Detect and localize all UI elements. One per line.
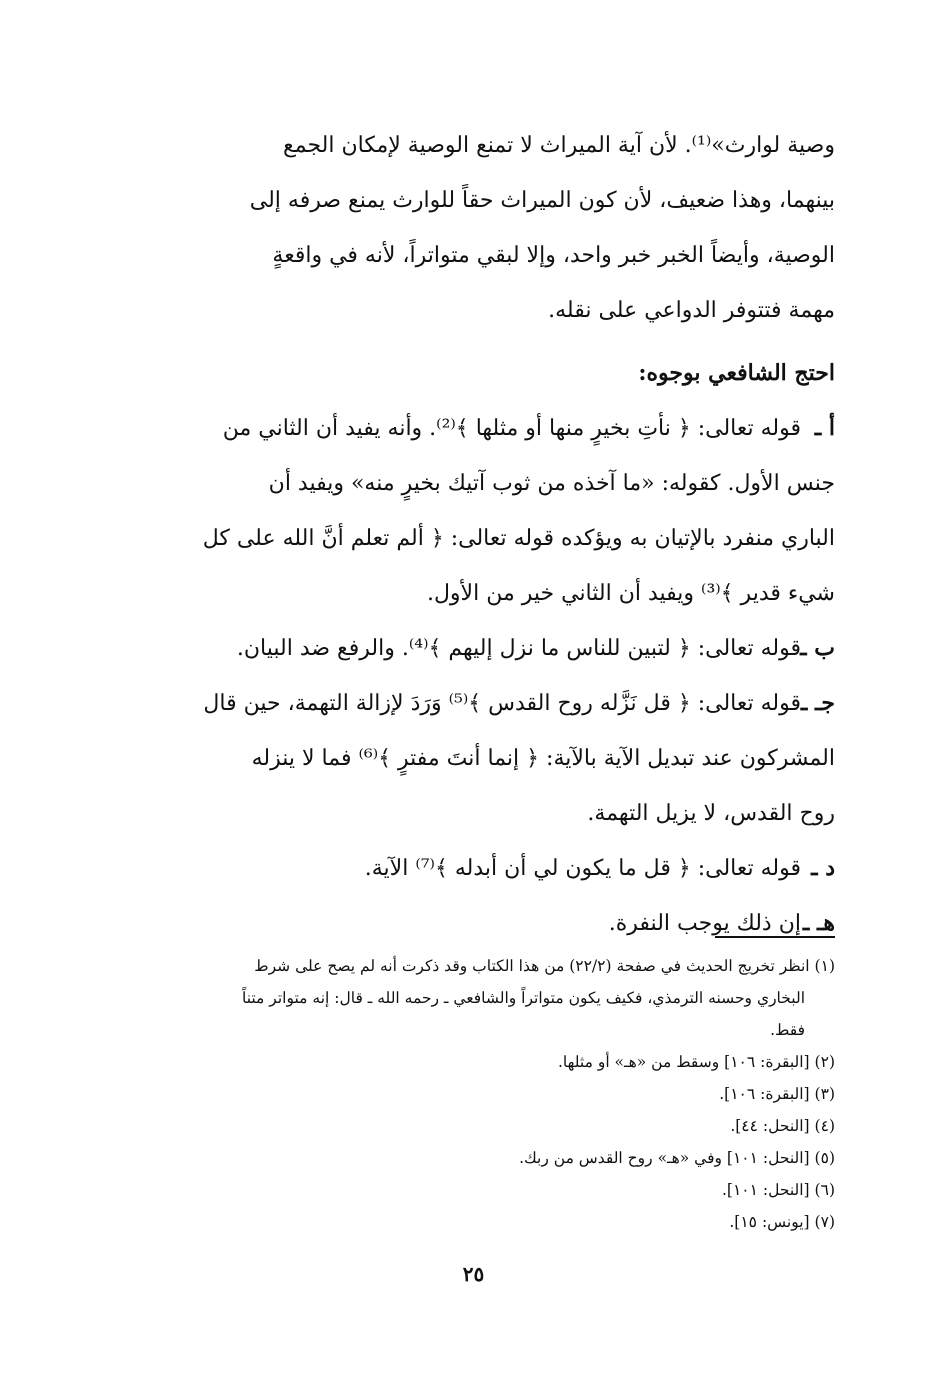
- item-line: قوله تعالى: ﴿ نأتِ بخيرٍ منها أو مثلها ﴾⁽²⁾. وأنه يفيد أن الثاني من: [222, 416, 801, 441]
- item-marker: جـ ـ: [800, 690, 835, 716]
- item-marker: ب ـ: [800, 635, 835, 661]
- footnote-number: (٥): [814, 1149, 835, 1167]
- footnote: [140, 1110, 835, 1142]
- footnote-text: فقط.: [770, 1021, 805, 1039]
- footnote-number: (١): [814, 957, 835, 975]
- item-line: قوله تعالى: ﴿ لتبين للناس ما نزل إليهم ﴾⁽⁴⁾. والرفع ضد البيان.: [236, 636, 801, 661]
- footnote-text: [البقرة: ١٠٦] وسقط من «هـ» أو مثلها.: [558, 1053, 810, 1071]
- footnote-text: [يونس: ١٥].: [729, 1213, 810, 1231]
- item-line: قوله تعالى: ﴿ قل ما يكون لي أن أبدله ﴾⁽⁷⁾ الآية.: [364, 856, 801, 881]
- paragraph-line: بينهما، وهذا ضعيف، لأن كون الميراث حقاً للوارث يمنع صرفه إلى: [249, 188, 835, 213]
- argument-list: [138, 401, 835, 951]
- footnote: [140, 1078, 835, 1110]
- footnote: [140, 950, 835, 982]
- item-line: الباري منفرد بالإتيان به ويؤكده قوله تعالى: ﴿ ألم تعلم أنَّ الله على كل: [202, 526, 835, 551]
- paragraph-line: مهمة فتتوفر الدواعي على نقله.: [548, 298, 835, 323]
- list-item: [138, 401, 835, 456]
- page-number: ٢٥: [462, 1262, 485, 1286]
- item-line: جنس الأول. كقوله: «ما آخذه من ثوب آتيك بخيرٍ منه» ويفيد أن: [268, 471, 835, 496]
- list-item: [138, 896, 835, 951]
- main-text: [138, 118, 835, 951]
- footnote-number: (٣): [814, 1085, 835, 1103]
- footnotes: [140, 950, 835, 1238]
- paragraph-line: الوصية، وأيضاً الخبر خبر واحد، وإلا لبقي متواتراً، لأنه في واقعةٍ: [272, 243, 835, 268]
- item-line: شيء قدير ﴾⁽³⁾ ويفيد أن الثاني خير من الأول.: [426, 581, 835, 606]
- footnote: [140, 1142, 835, 1174]
- list-item: [138, 621, 835, 676]
- footnote-divider: [715, 936, 835, 938]
- footnote-number: (٤): [814, 1117, 835, 1135]
- body-paragraph: [138, 118, 835, 338]
- footnote-text: [البقرة: ١٠٦].: [719, 1085, 810, 1103]
- item-line: إن ذلك يوجب النفرة.: [608, 911, 801, 936]
- footnote: [140, 1046, 835, 1078]
- footnote-line: [140, 982, 835, 1014]
- list-item: [138, 676, 835, 731]
- item-marker: هـ ـ: [802, 910, 835, 936]
- paragraph-line: وصية لوارث»⁽¹⁾. لأن آية الميراث لا تمنع الوصية لإمكان الجمع: [283, 133, 835, 158]
- footnote-number: (٧): [814, 1213, 835, 1231]
- footnote-number: (٦): [814, 1181, 835, 1199]
- footnote-number: (٢): [814, 1053, 835, 1071]
- footnote-text: [النحل: ٤٤].: [730, 1117, 810, 1135]
- footnote-text: [النحل: ١٠١] وفي «هـ» روح القدس من ربك.: [519, 1149, 810, 1167]
- item-line: قوله تعالى: ﴿ قل نَزَّله روح القدس ﴾⁽⁵⁾ وَرَدَ لإزالة التهمة، حين قال: [203, 691, 801, 716]
- footnote: [140, 1206, 835, 1238]
- list-item: [138, 841, 835, 896]
- section-heading: احتج الشافعي بوجوه:: [638, 360, 835, 386]
- footnote-text: البخاري وحسنه الترمذي، فكيف يكون متواتراً والشافعي ـ رحمه الله ـ قال: إنه متواتر متناً: [241, 989, 805, 1007]
- item-line: المشركون عند تبديل الآية بالآية: ﴿ إنما أنتَ مفترٍ ﴾⁽⁶⁾ فما لا ينزله: [251, 746, 835, 771]
- footnote: [140, 1174, 835, 1206]
- item-marker: أ ـ: [814, 415, 835, 441]
- item-marker: د ـ: [811, 855, 835, 881]
- footnote-line: [140, 1014, 835, 1046]
- footnote-text: [النحل: ١٠١].: [721, 1181, 810, 1199]
- item-line: روح القدس، لا يزيل التهمة.: [587, 801, 835, 826]
- footnote-text: انظر تخريج الحديث في صفحة (٢٢/٢) من هذا الكتاب وقد ذكرت أنه لم يصح على شرط: [254, 957, 810, 975]
